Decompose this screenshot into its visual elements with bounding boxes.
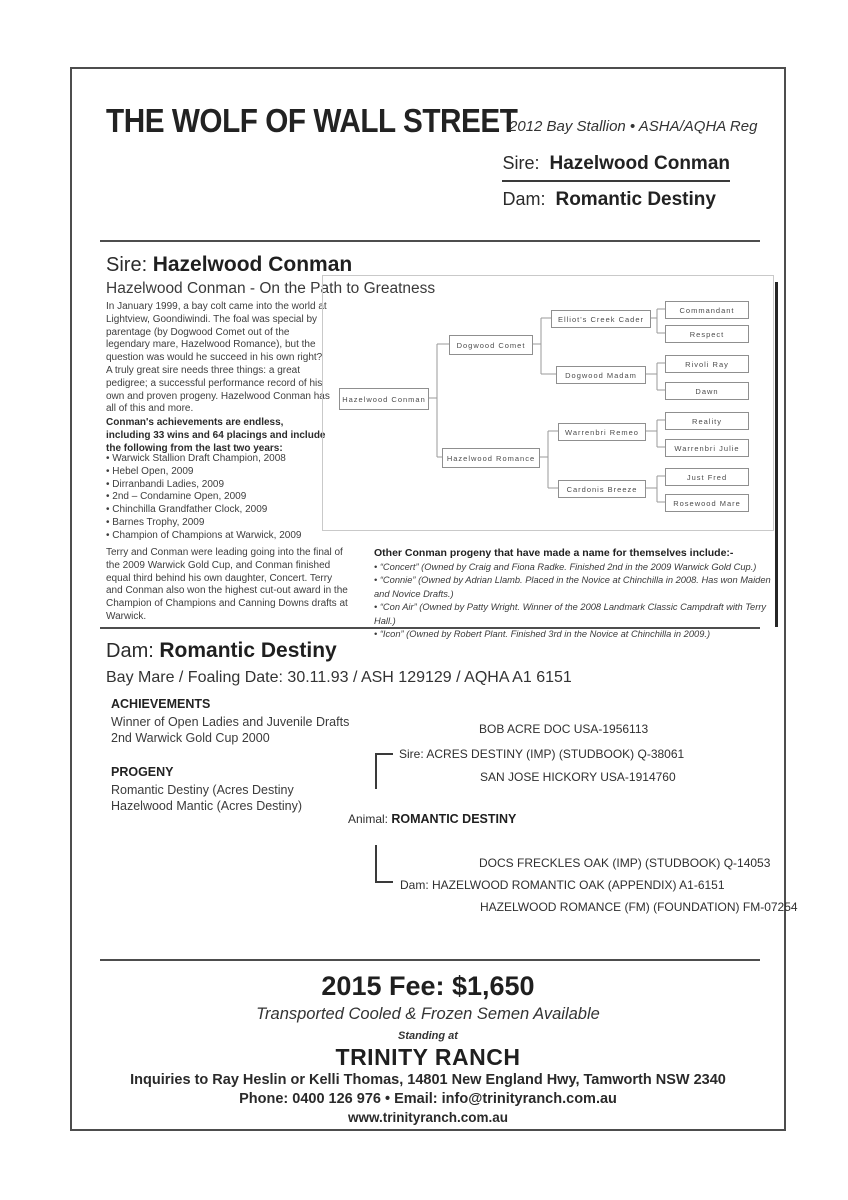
pedigree-node-dd-dam: Rosewood Mare bbox=[665, 494, 749, 512]
sire-achievements-list bbox=[106, 453, 330, 543]
other-progeny-item: • “Con Air” (Owned by Patty Wright. Winner of the 2008 Landmark Classic Campdraft with Terry Hall.) bbox=[374, 602, 767, 626]
dam-pedigree-sire bbox=[399, 747, 684, 761]
dam-details-line: Bay Mare / Foaling Date: 30.11.93 / ASH 129129 / AQHA A1 6151 bbox=[106, 669, 572, 686]
sire-pedigree-chart bbox=[322, 275, 774, 531]
dam-heading-label: Dam: bbox=[106, 640, 154, 662]
header-sire-name: Hazelwood Conman bbox=[549, 153, 730, 174]
sire-heading-label: Sire: bbox=[106, 254, 148, 276]
sire-intro-paragraph: In January 1999, a bay colt came into the world at Lightview, Goondiwindi. The foal was special by parentage (by Dogwood Comet out of the legendary mare, Hazelwood Romance), but the question was would he succeed in his own right? A truly great sire needs three things: a great pedigree; a successful performance record of his own and proven progeny. Hazelwood Conman has all of this and more. bbox=[106, 301, 330, 415]
achievement-item: • Barnes Trophy, 2009 bbox=[106, 516, 205, 528]
dam-pedigree-dam-dam: HAZELWOOD ROMANCE (FM) (FOUNDATION) FM-07254 bbox=[480, 900, 798, 914]
dam-pedigree-dam-value: HAZELWOOD ROMANTIC OAK (APPENDIX) A1-6151 bbox=[432, 878, 725, 892]
dam-achievement-item: Winner of Open Ladies and Juvenile Drafts bbox=[111, 715, 350, 729]
scan-artifact bbox=[775, 282, 778, 627]
phone-email-line: Phone: 0400 126 976 • Email: info@trinityranch.com.au bbox=[239, 1091, 617, 1107]
pedigree-node-sire: Dogwood Comet bbox=[449, 335, 533, 355]
sire-achievements-intro: Conman's achievements are endless, including 33 wins and 64 placings and include the following from the last two years: bbox=[106, 417, 326, 454]
page-border bbox=[70, 67, 798, 1131]
dam-pedigree-animal bbox=[348, 812, 516, 826]
dam-divider bbox=[100, 627, 760, 629]
sire-section-heading bbox=[106, 253, 352, 277]
dam-pedigree-dam-sire: DOCS FRECKLES OAK (IMP) (STUDBOOK) Q-14053 bbox=[479, 856, 771, 870]
header-sire-row bbox=[502, 153, 730, 182]
pedigree-node-dam-dam: Cardonis Breeze bbox=[558, 480, 646, 498]
dam-pedigree-dam bbox=[400, 878, 725, 892]
fee-line: 2015 Fee: $1,650 bbox=[321, 971, 535, 1001]
pedigree-node-root: Hazelwood Conman bbox=[339, 388, 429, 410]
pedigree-node-ss-dam: Respect bbox=[665, 325, 749, 343]
dam-achievements-list bbox=[111, 714, 349, 747]
ranch-name: TRINITY RANCH bbox=[335, 1044, 521, 1070]
website-line: www.trinityranch.com.au bbox=[347, 1110, 509, 1125]
header-dam-label: Dam: bbox=[502, 189, 546, 209]
other-progeny-item: • “Concert” (Owned by Craig and Fiona Radke. Finished 2nd in the 2009 Warwick Gold Cup.) bbox=[374, 562, 757, 572]
header-divider bbox=[100, 240, 760, 242]
pedigree-node-ds-dam: Warrenbri Julie bbox=[665, 439, 749, 457]
dam-pedigree-sire-dam: SAN JOSE HICKORY USA-1914760 bbox=[480, 770, 676, 784]
achievement-item: • 2nd – Condamine Open, 2009 bbox=[106, 491, 247, 503]
footer-divider bbox=[100, 959, 760, 961]
achievement-item: • Champion of Champions at Warwick, 2009 bbox=[106, 529, 302, 541]
pedigree-node-sire-sire: Elliot's Creek Cader bbox=[551, 310, 651, 328]
dam-achievement-item: 2nd Warwick Gold Cup 2000 bbox=[111, 731, 270, 746]
header-dam-row bbox=[502, 189, 730, 211]
pedigree-node-dam-sire: Warrenbri Remeo bbox=[558, 423, 646, 441]
pedigree-node-sire-dam: Dogwood Madam bbox=[556, 366, 646, 384]
page-title: THE WOLF OF WALL STREET bbox=[106, 102, 518, 139]
dam-pedigree-sire-label: Sire: bbox=[399, 747, 424, 761]
dam-progeny-item: Romantic Destiny (Acres Destiny bbox=[111, 783, 294, 797]
achievement-item: • Dirranbandi Ladies, 2009 bbox=[106, 478, 225, 490]
dam-pedigree-sire-value: ACRES DESTINY (IMP) (STUDBOOK) Q-38061 bbox=[426, 747, 685, 761]
sire-closing-paragraph: Terry and Conman were leading going into the final of the 2009 Warwick Gold Cup, and Conman finished equal third behind his own daughter, Concert. Terry and Conman also won the highest cut-out award in the Champion of Champions and Canning Downs drafts at Warwick. bbox=[106, 547, 348, 622]
sire-tagline: Hazelwood Conman - On the Path to Greatness bbox=[106, 280, 436, 297]
dam-progeny-list bbox=[111, 782, 302, 815]
page-subtitle: 2012 Bay Stallion • ASHA/AQHA Reg bbox=[509, 118, 758, 135]
header-sire-label: Sire: bbox=[502, 153, 540, 173]
dam-progeny-heading: PROGENY bbox=[111, 765, 174, 779]
dam-progeny-item: Hazelwood Mantic (Acres Destiny) bbox=[111, 799, 303, 814]
standing-at-line: Standing at bbox=[398, 1030, 458, 1042]
semen-line: Transported Cooled & Frozen Semen Available bbox=[256, 1005, 600, 1023]
achievement-item: • Hebel Open, 2009 bbox=[106, 465, 194, 477]
other-progeny-item: • “Icon” (Owned by Robert Plant. Finished 3rd in the Novice at Chinchilla in 2009.) bbox=[374, 629, 711, 640]
achievement-item: • Warwick Stallion Draft Champion, 2008 bbox=[106, 453, 286, 464]
dam-pedigree-animal-name: ROMANTIC DESTINY bbox=[391, 812, 517, 826]
pedigree-node-ss-sire: Commandant bbox=[665, 301, 749, 319]
inquiries-line: Inquiries to Ray Heslin or Kelli Thomas, 14801 New England Hwy, Tamworth NSW 2340 bbox=[130, 1072, 726, 1088]
sire-heading-name: Hazelwood Conman bbox=[152, 253, 353, 276]
dam-pedigree-dam-label: Dam: bbox=[400, 878, 429, 892]
header-dam-name: Romantic Destiny bbox=[555, 189, 716, 210]
pedigree-node-dam: Hazelwood Romance bbox=[442, 448, 540, 468]
dam-pedigree-animal-label: Animal: bbox=[348, 812, 389, 826]
pedigree-bracket-top bbox=[375, 753, 393, 789]
other-progeny-heading: Other Conman progeny that have made a name for themselves include:- bbox=[374, 547, 734, 559]
pedigree-node-sd-sire: Rivoli Ray bbox=[665, 355, 749, 373]
other-progeny-item: • “Connie” (Owned by Adrian Llamb. Placed in the Novice at Chinchilla in 2008. Has won Maiden and Novice Drafts.) bbox=[374, 575, 771, 599]
pedigree-node-dd-sire: Just Fred bbox=[665, 468, 749, 486]
pedigree-bracket-bottom bbox=[375, 845, 393, 883]
pedigree-node-ds-sire: Reality bbox=[665, 412, 749, 430]
dam-achievements-heading: ACHIEVEMENTS bbox=[111, 697, 211, 711]
header-lineage bbox=[502, 153, 730, 211]
pedigree-node-sd-dam: Dawn bbox=[665, 382, 749, 400]
dam-pedigree-sire-sire: BOB ACRE DOC USA-1956113 bbox=[479, 722, 649, 736]
dam-heading-name: Romantic Destiny bbox=[159, 639, 337, 662]
achievement-item: • Chinchilla Grandfather Clock, 2009 bbox=[106, 504, 268, 516]
dam-section-heading bbox=[106, 639, 337, 663]
